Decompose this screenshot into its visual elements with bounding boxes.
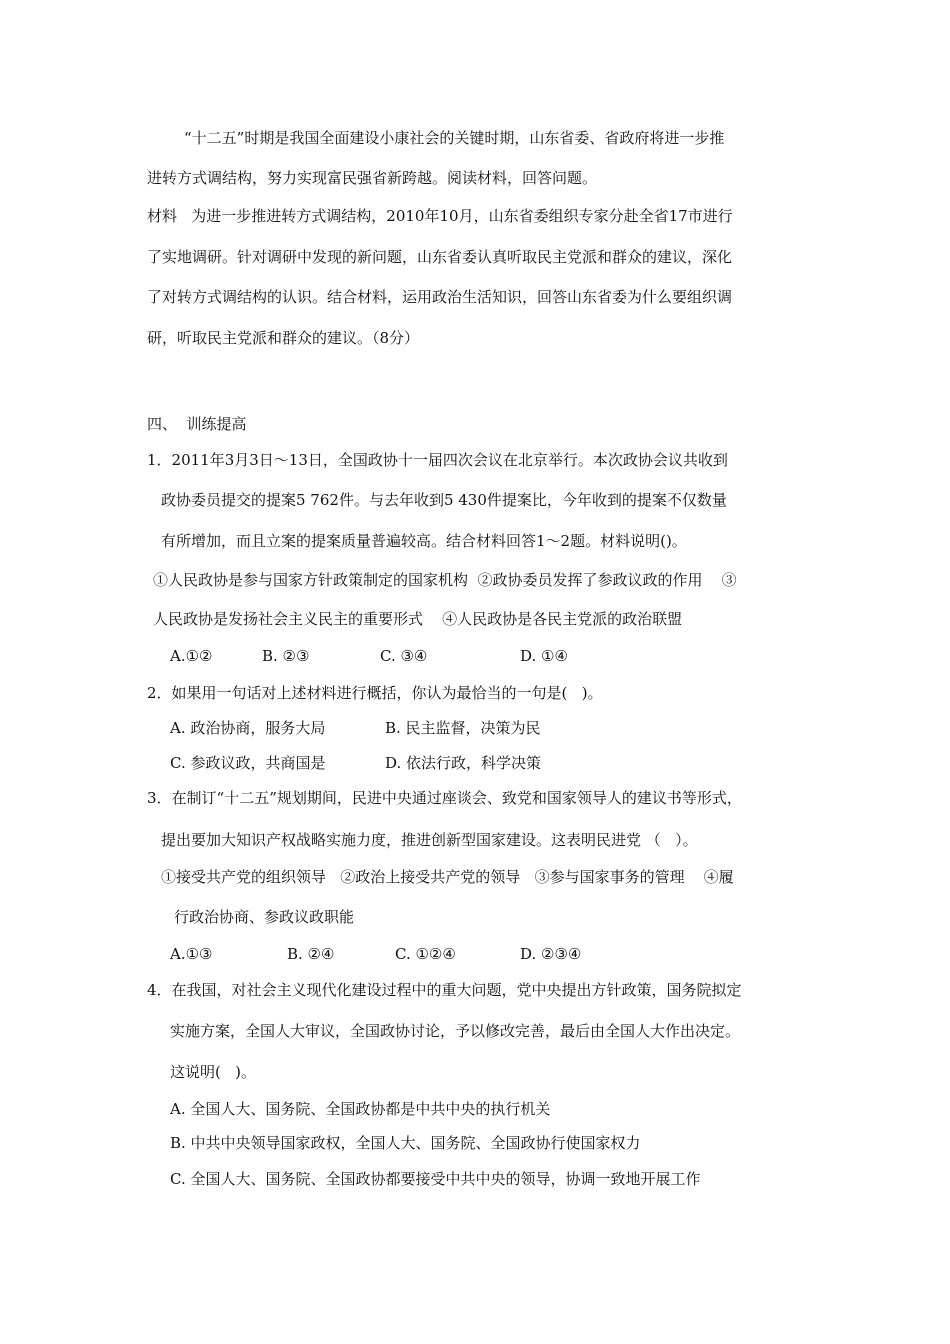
q4-line-3: 这说明( )。	[170, 1063, 257, 1081]
q3-line-1: 3．在制订“十二五”规划期间，民进中央通过座谈会、致党和国家领导人的建议书等形式，	[147, 789, 742, 807]
q1-line-2: 政协委员提交的提案5 762件。与去年收到5 430件提案比，今年收到的提案不仅数量	[161, 491, 727, 509]
material-line-3: 了对转方式调结构的认识。结合材料，运用政治生活知识，回答山东省委为什么要组织调	[147, 288, 733, 306]
q2-line-1: 2．如果用一句话对上述材料进行概括，你认为最恰当的一句是( )。	[147, 684, 603, 702]
q2-choice-c[interactable]: C. 参政议政，共商国是	[170, 754, 326, 772]
q4-choice-b[interactable]: B. 中共中央领导国家政权，全国人大、国务院、全国政协行使国家权力	[170, 1134, 641, 1152]
section-heading: 四、 训练提高	[147, 415, 247, 433]
q3-options-line-1: ①接受共产党的组织领导 ②政治上接受共产党的领导 ③参与国家事务的管理 ④履	[161, 868, 734, 886]
q2-choice-a[interactable]: A. 政治协商，服务大局	[170, 719, 326, 737]
q1-options-line-2: 人民政协是发扬社会主义民主的重要形式 ④人民政协是各民主党派的政治联盟	[153, 610, 683, 628]
q4-line-1: 4．在我国，对社会主义现代化建设过程中的重大问题，党中央提出方针政策，国务院拟定	[147, 981, 742, 999]
q1-choice-c[interactable]: C. ③④	[380, 647, 428, 665]
intro-line-1: “十二五”时期是我国全面建设小康社会的关键时期，山东省委、省政府将进一步推	[184, 129, 725, 147]
material-line-4: 研，听取民主党派和群众的建议。（8分）	[147, 329, 420, 347]
q1-line-3: 有所增加，而且立案的提案质量普遍较高。结合材料回答1～2题。材料说明()。	[161, 532, 687, 550]
q1-options-line-1: ①人民政协是参与国家方针政策制定的国家机构 ②政协委员发挥了参政议政的作用 ③	[153, 571, 737, 589]
q4-line-2: 实施方案，全国人大审议，全国政协讨论，予以修改完善，最后由全国人大作出决定。	[170, 1022, 741, 1040]
q2-choice-b[interactable]: B. 民主监督，决策为民	[385, 719, 541, 737]
q1-choice-b[interactable]: B. ②③	[262, 647, 310, 665]
q4-choice-a[interactable]: A. 全国人大、国务院、全国政协都是中共中央的执行机关	[170, 1100, 551, 1118]
q3-line-2: 提出要加大知识产权战略实施力度，推进创新型国家建设。这表明民进党 （ ）。	[161, 831, 698, 849]
q3-choice-c[interactable]: C. ①②④	[395, 945, 456, 963]
q2-choice-d[interactable]: D. 依法行政，科学决策	[385, 754, 542, 772]
q3-choice-a[interactable]: A.①③	[170, 945, 213, 963]
intro-line-2: 进转方式调结构，努力实现富民强省新跨越。阅读材料，回答问题。	[147, 169, 598, 187]
material-line-1: 材料 为进一步推进转方式调结构，2010年10月，山东省委组织专家分赴全省17市进行	[147, 207, 733, 225]
material-line-2: 了实地调研。针对调研中发现的新问题，山东省委认真听取民主党派和群众的建议，深化	[147, 248, 733, 266]
q3-options-line-2: 行政治协商、参政议政职能	[174, 908, 355, 926]
q1-choice-a[interactable]: A.①②	[170, 647, 213, 665]
q3-choice-b[interactable]: B. ②④	[287, 945, 335, 963]
q1-line-1: 1．2011年3月3日～13日，全国政协十一届四次会议在北京举行。本次政协会议共收到	[147, 451, 728, 469]
q3-choice-d[interactable]: D. ②③④	[520, 945, 582, 963]
q1-choice-d[interactable]: D. ①④	[520, 647, 568, 665]
q4-choice-c[interactable]: C. 全国人大、国务院、全国政协都要接受中共中央的领导，协调一致地开展工作	[170, 1170, 701, 1188]
